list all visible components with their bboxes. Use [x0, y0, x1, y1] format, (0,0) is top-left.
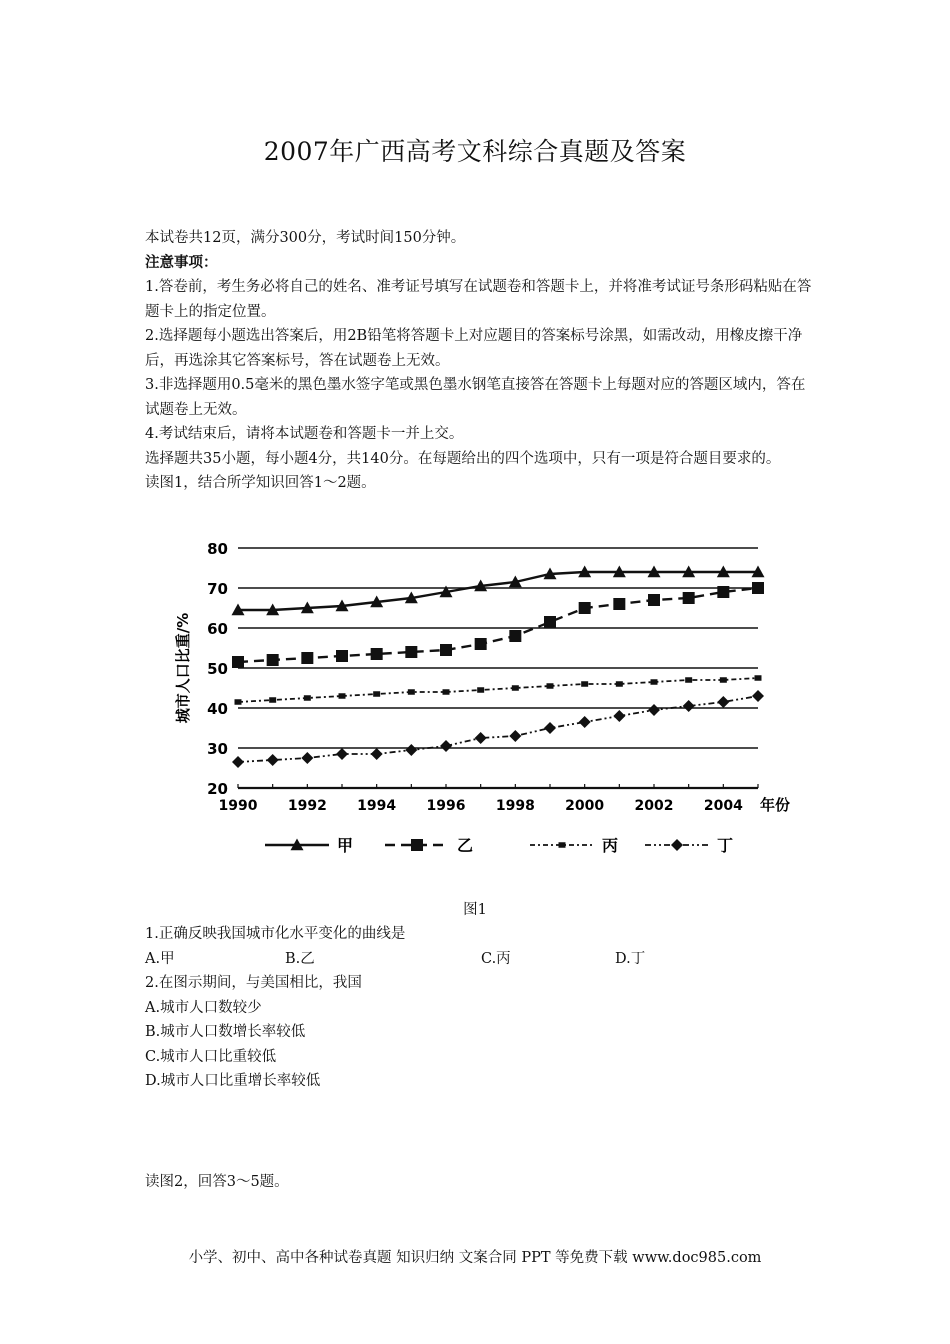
data-point [405, 744, 417, 756]
data-point [717, 696, 729, 708]
data-point [579, 602, 591, 614]
x-tick-label: 1992 [287, 798, 327, 814]
option-d: D.丁 [615, 950, 646, 967]
x-tick-label: 1996 [426, 798, 466, 814]
data-point [685, 677, 692, 683]
intro-section [145, 226, 813, 496]
legend-label: 乙 [457, 836, 474, 855]
data-point [683, 592, 695, 604]
x-tick-label: 2002 [634, 798, 674, 814]
data-point [671, 839, 683, 851]
x-tick-label: 1998 [495, 798, 535, 814]
option-c: C.丙 [481, 950, 511, 967]
question-1-options [145, 947, 813, 972]
notice-item: 4.考试结束后，请将本试题卷和答题卡一并上交。 [145, 426, 464, 442]
y-tick-label: 70 [207, 580, 228, 598]
data-point [509, 630, 521, 642]
read-figure-2: 读图2，回答3～5题。 [145, 1174, 289, 1190]
notice-item: 1.答卷前，考生务必将自己的姓名、准考证号填写在试题卷和答题卡上，并将准考试证号条形码粘贴在答题卡上的指定位置。 [145, 279, 812, 320]
series-line-2 [238, 588, 758, 662]
data-point [752, 690, 764, 702]
data-point [475, 732, 487, 744]
data-point [509, 730, 521, 742]
data-point [559, 842, 566, 848]
data-point [613, 710, 625, 722]
section-note: 选择题共35小题，每小题4分，共140分。在每题给出的四个选项中，只有一项是符合题目要求的。 [145, 450, 781, 467]
data-point [267, 754, 279, 766]
notice-item: 3.非选择题用0.5毫米的黑色墨水签字笔或黑色墨水钢笔直接答在答题卡上每题对应的答题区域内，答在试题卷上无效。 [145, 377, 806, 418]
x-axis-label: 年份 [760, 796, 790, 814]
question-1: 1.正确反映我国城市化水平变化的曲线是 [145, 926, 406, 942]
y-axis-label: 城市人口比重/% [174, 612, 192, 724]
option-a: A.甲 [145, 950, 175, 967]
data-point [371, 748, 383, 760]
option-c: C.城市人口比重较低 [145, 1048, 277, 1065]
data-point [651, 679, 658, 685]
x-tick-label: 1990 [218, 798, 258, 814]
legend-label: 丙 [602, 836, 619, 855]
option-b: B.城市人口数增长率较低 [145, 1024, 306, 1040]
data-point [648, 704, 660, 716]
data-point [304, 695, 311, 701]
data-point [235, 699, 242, 705]
data-point [579, 716, 591, 728]
data-point [755, 675, 762, 681]
x-tick-label: 2004 [703, 798, 743, 814]
figure-1-chart [170, 530, 790, 870]
x-tick-label: 1994 [357, 798, 397, 814]
question-2: 2.在图示期间，与美国相比，我国 [145, 975, 362, 991]
data-point [475, 638, 487, 650]
data-point [544, 722, 556, 734]
data-point [339, 693, 346, 699]
exam-info: 本试卷共12页，满分300分，考试时间150分钟。 [145, 230, 466, 246]
y-tick-label: 60 [207, 620, 228, 638]
data-point [477, 687, 484, 693]
y-tick-label: 40 [207, 700, 228, 718]
data-point [411, 839, 423, 851]
data-point [512, 685, 519, 691]
data-point [405, 646, 417, 658]
data-point [616, 681, 623, 687]
data-point [443, 689, 450, 695]
data-point [267, 654, 279, 666]
legend-label: 甲 [337, 836, 354, 855]
data-point [301, 752, 313, 764]
page-footer: 小学、初中、高中各种试卷真题 知识归纳 文案合同 PPT 等免费下载 www.doc985.com [188, 1250, 762, 1266]
option-d: D.城市人口比重增长率较低 [145, 1073, 321, 1089]
data-point [371, 648, 383, 660]
legend-label: 丁 [717, 836, 734, 855]
page-title: 2007年广西高考文科综合真题及答案 [263, 137, 687, 166]
notice-item: 2.选择题每小题选出答案后，用2B铅笔将答题卡上对应题目的答案标号涂黑，如需改动，用橡皮擦干净后，再选涂其它答案标号，答在试题卷上无效。 [145, 328, 803, 369]
data-point [752, 582, 764, 594]
data-point [269, 697, 276, 703]
series-line-4 [238, 696, 758, 762]
read-figure-1: 读图1，结合所学知识回答1～2题。 [145, 475, 376, 491]
series-line-3 [238, 678, 758, 702]
y-tick-label: 30 [207, 740, 228, 758]
data-point [336, 748, 348, 760]
data-point [440, 644, 452, 656]
data-point [232, 656, 244, 668]
data-point [683, 700, 695, 712]
option-b: B.乙 [285, 950, 315, 967]
notice-heading: 注意事项： [145, 253, 218, 271]
y-tick-label: 50 [207, 660, 228, 678]
x-tick-label: 2000 [565, 798, 605, 814]
series-line-1 [238, 572, 758, 610]
data-point [547, 683, 554, 689]
data-point [440, 740, 452, 752]
data-point [301, 652, 313, 664]
figure-caption: 图1 [463, 902, 487, 918]
data-point [408, 689, 415, 695]
data-point [613, 598, 625, 610]
data-point [373, 691, 380, 697]
data-point [232, 756, 244, 768]
data-point [581, 681, 588, 687]
data-point [720, 677, 727, 683]
questions-section [145, 922, 813, 1094]
data-point [717, 586, 729, 598]
data-point [544, 616, 556, 628]
option-a: A.城市人口数较少 [145, 999, 262, 1016]
y-tick-label: 80 [207, 540, 228, 558]
data-point [336, 650, 348, 662]
data-point [648, 594, 660, 606]
y-tick-label: 20 [207, 780, 228, 798]
